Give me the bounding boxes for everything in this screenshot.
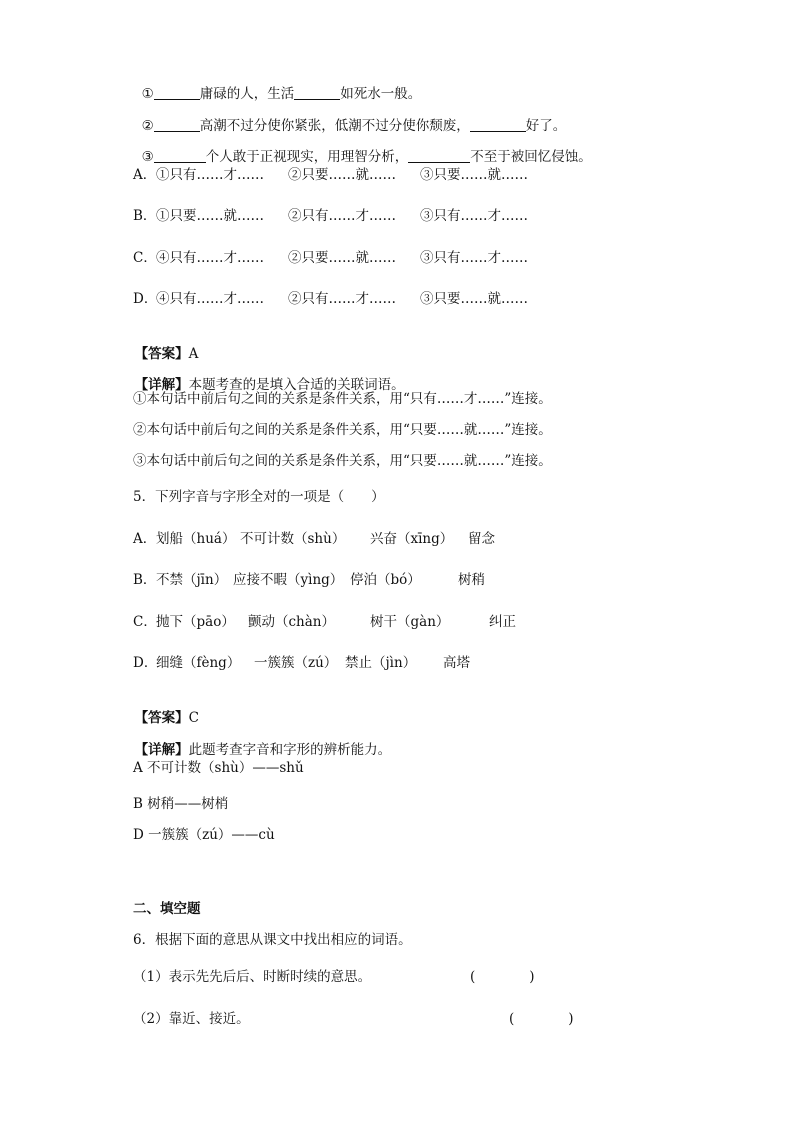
explain-line: ③本句话中前后句之间的关系是条件关系，用“只要……就……”连接。 [133, 453, 552, 469]
detail-tag: 【详解】 [134, 742, 189, 758]
option-part: ④只有……才…… [156, 250, 264, 266]
detail-text: 此题考查字音和字形的辨析能力。 [188, 742, 392, 758]
answer-parentheses: ( ) [509, 1011, 574, 1027]
option-part: ③只有……才…… [420, 250, 528, 266]
sentence-text: 不至于被回忆侵蚀。 [470, 149, 592, 165]
q6-stem: 6．根据下面的意思从课文中找出相应的词语。 [133, 932, 412, 948]
explain-line: A 不可计数（shù）——shǔ [133, 760, 304, 776]
option-item: 细缝（fèng） [156, 655, 241, 671]
option-item: 禁止（jìn） [345, 655, 417, 671]
answer-parentheses: ( ) [470, 969, 535, 985]
q4-sentence-1 [133, 67, 421, 103]
option-label: A． [133, 531, 157, 547]
q6-item-text: （1）表示先先后后、时断时续的意思。 [133, 969, 372, 985]
explain-line: D 一簇簇（zú）——cù [133, 827, 275, 843]
option-item: 高塔 [443, 655, 470, 671]
answer-value: C [188, 710, 199, 726]
option-label: B． [133, 572, 157, 588]
explain-line: ②本句话中前后句之间的关系是条件关系，用“只要……就……”连接。 [133, 422, 552, 438]
option-item: 兴奋（xīng） [370, 531, 454, 547]
option-item: 树稍 [458, 572, 485, 588]
sentence-text: 个人敢于正视现实，用理智分析， [205, 149, 409, 165]
option-label: C． [133, 614, 157, 630]
option-part: ②只有……才…… [288, 291, 396, 307]
sentence-number: ② [141, 118, 154, 134]
option-part: ②只有……才…… [288, 208, 396, 224]
option-label: A． [133, 167, 157, 183]
option-label: C． [133, 250, 157, 266]
option-part: ③只要……就…… [420, 291, 528, 307]
option-item: 树干（gàn） [370, 614, 450, 630]
option-part: ③只要……就…… [420, 167, 528, 183]
explain-line: B 树稍——树梢 [133, 796, 229, 812]
fill-blank [408, 148, 470, 163]
sentence-text: 庸碌的人，生活 [199, 86, 295, 102]
detail-tag: 【详解】 [134, 377, 189, 393]
sentence-text: 好了。 [525, 118, 567, 134]
option-item: 抛下（pāo） [156, 614, 235, 630]
q5-stem: 5．下列字音与字形全对的一项是（ ） [133, 489, 385, 505]
option-item: 应接不暇（yìng） [233, 572, 344, 588]
option-label: D． [133, 291, 158, 307]
answer-tag: 【答案】 [134, 346, 189, 362]
answer-tag: 【答案】 [134, 710, 189, 726]
option-part: ④只有……才…… [156, 291, 264, 307]
fill-blank [154, 148, 206, 163]
option-part: ①只要……就…… [156, 208, 264, 224]
q5-detail [126, 723, 391, 759]
fill-blank [154, 85, 200, 100]
option-item: 划船（huá） [156, 531, 236, 547]
sentence-text: 高潮不过分使你紧张，低潮不过分使你颓废， [199, 118, 470, 134]
option-part: ②只要……就…… [288, 250, 396, 266]
option-item: 纠正 [489, 614, 516, 630]
q4-sentence-3 [133, 130, 592, 166]
sentence-number: ① [141, 86, 154, 102]
explain-line: ①本句话中前后句之间的关系是条件关系，用“只有……才……”连接。 [133, 391, 552, 407]
fill-blank [294, 85, 340, 100]
option-item: 不禁（jīn） [156, 572, 228, 588]
option-item: 留念 [468, 531, 495, 547]
option-part: ①只有……才…… [156, 167, 264, 183]
detail-text: 本题考查的是填入合适的关联词语。 [188, 377, 405, 393]
option-item: 停泊（bó） [350, 572, 421, 588]
option-part: ③只有……才…… [420, 208, 528, 224]
answer-value: A [188, 346, 199, 362]
q4-detail [126, 358, 405, 394]
option-item: 颤动（chàn） [248, 614, 335, 630]
option-part: ②只要……就…… [288, 167, 396, 183]
q6-item-text: （2）靠近、接近。 [133, 1011, 250, 1027]
option-label: D． [133, 655, 158, 671]
option-label: B． [133, 208, 157, 224]
q5-answer [126, 691, 199, 727]
sentence-number: ③ [141, 149, 154, 165]
option-item: 一簇簇（zú） [254, 655, 338, 671]
section-title: 二、填空题 [133, 901, 201, 917]
sentence-text: 如死水一般。 [340, 86, 422, 102]
option-item: 不可计数（shù） [240, 531, 346, 547]
